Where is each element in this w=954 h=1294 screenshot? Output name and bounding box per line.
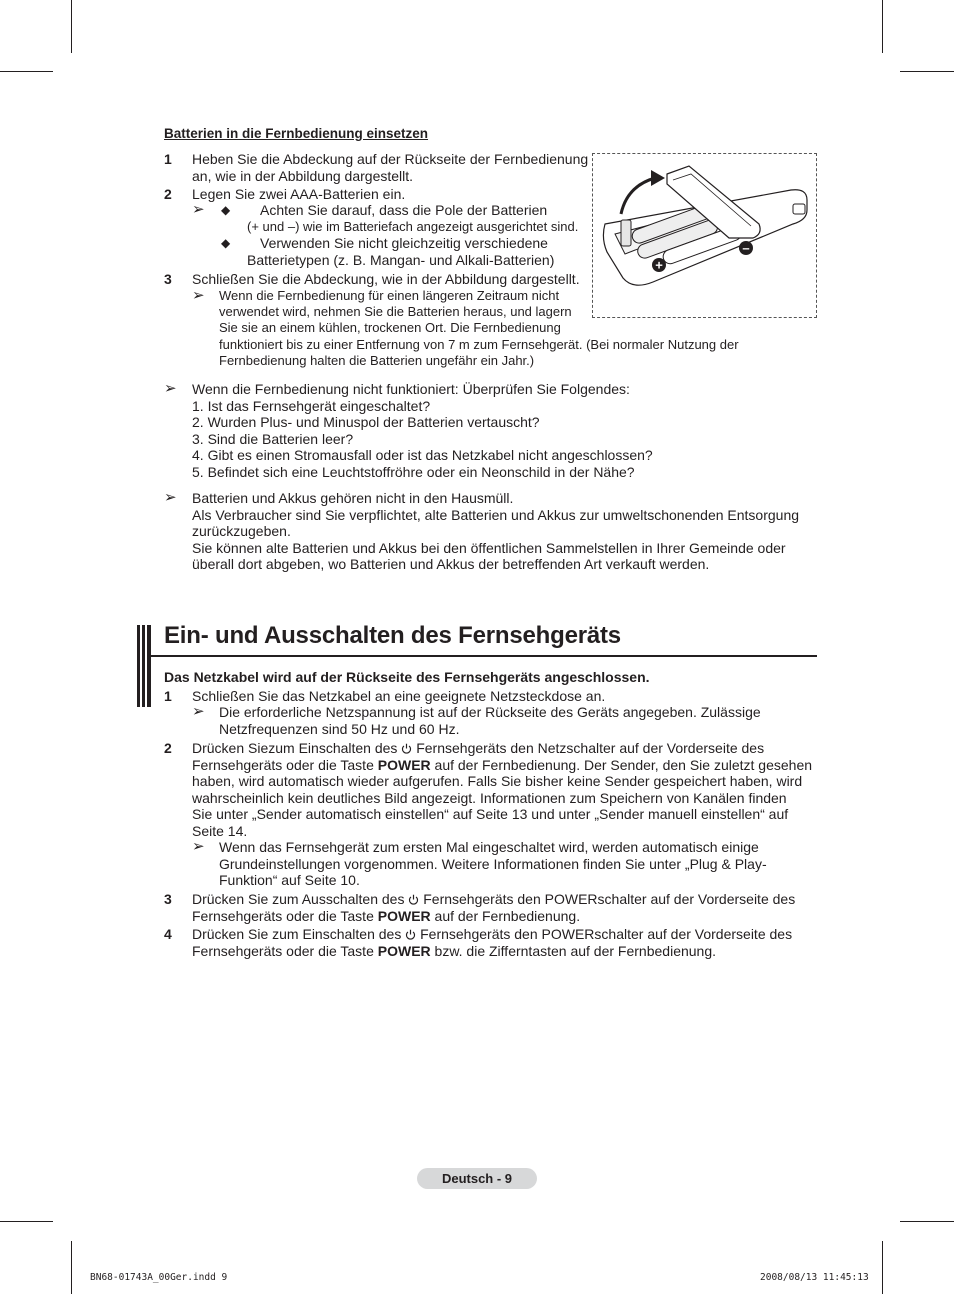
text-line: an, wie in der Abbildung dargestellt. bbox=[192, 167, 414, 184]
power-step-3-text bbox=[192, 891, 795, 924]
bullet-2-text bbox=[247, 235, 554, 268]
text-line: Wenn die Fernbedienung nicht funktioniert: Überprüfen Sie Folgendes: bbox=[192, 381, 630, 397]
note-arrow-icon: ➢ bbox=[164, 489, 177, 506]
bullet-1-text bbox=[247, 202, 578, 235]
heading-bar bbox=[147, 625, 151, 707]
note-arrow-icon: ➢ bbox=[192, 287, 205, 304]
text-line: Sie sie an einem kühlen, trockenen Ort. Die Fernbedienung bbox=[219, 320, 561, 336]
power-step-1-text: Schließen Sie das Netzkabel an eine geeignete Netzsteckdose an. bbox=[192, 688, 606, 704]
text-line: Grundeinstellungen vorgenommen. Weitere Informationen finden Sie unter „Plug & Play- bbox=[219, 855, 767, 872]
text-line bbox=[192, 926, 792, 943]
text-line: funktioniert bis zu einer Entfernung von 7 m zum Fernsehgerät. (Bei normaler Nutzung der bbox=[219, 336, 739, 352]
power-key-label: POWER bbox=[377, 942, 431, 959]
power-icon bbox=[405, 929, 416, 940]
step-number: 1 bbox=[164, 151, 172, 167]
power-icon bbox=[408, 894, 419, 905]
text-span: Fernsehgeräts oder die Taste bbox=[192, 942, 374, 959]
text-line: verwendet wird, nehmen Sie die Batterien heraus, und lagern bbox=[219, 304, 572, 320]
crop-mark bbox=[0, 1221, 53, 1222]
text-span: bzw. die Zifferntasten auf der Fernbedienung. bbox=[434, 942, 717, 959]
power-key-label: POWER bbox=[377, 756, 431, 773]
crop-mark bbox=[71, 0, 72, 53]
section-heading: Ein- und Ausschalten des Fernsehgeräts bbox=[164, 622, 621, 649]
text-line: Verwenden Sie nicht gleichzeitig verschiedene bbox=[260, 235, 548, 251]
text-span: Fernsehgeräts den Netzschalter auf der Vorderseite des bbox=[416, 740, 765, 756]
step-number: 2 bbox=[164, 186, 172, 202]
text-line bbox=[192, 943, 792, 960]
text-line bbox=[192, 891, 795, 908]
text-line bbox=[192, 740, 812, 757]
troubleshoot-note bbox=[192, 381, 653, 480]
print-slug-date: 2008/08/13 11:45:13 bbox=[760, 1272, 869, 1283]
step-2-text: Legen Sie zwei AAA-Batterien ein. bbox=[192, 186, 406, 202]
diamond-bullet-icon: ◆ bbox=[221, 236, 231, 250]
power-step-2-text bbox=[192, 740, 812, 839]
text-span: Drücken Sie zum Ausschalten des bbox=[192, 891, 405, 907]
power-intro: Das Netzkabel wird auf der Rückseite des Fernsehgeräts angeschlossen. bbox=[164, 669, 650, 685]
text-span: Fernsehgeräts den POWERschalter auf der Vorderseite des bbox=[420, 926, 793, 942]
remote-battery-illustration bbox=[592, 153, 817, 318]
power-step-1-note bbox=[219, 704, 761, 737]
note-arrow-icon: ➢ bbox=[192, 838, 205, 855]
text-line: Fernbedienung halten die Batterien ungefähr ein Jahr.) bbox=[219, 352, 535, 368]
text-line: Die erforderliche Netzspannung ist auf der Rückseite des Geräts angegeben. Zulässige bbox=[219, 704, 761, 720]
note-arrow-icon: ➢ bbox=[192, 703, 205, 720]
text-line: Funktion“ auf Seite 10. bbox=[219, 872, 360, 888]
crop-mark bbox=[882, 0, 883, 53]
heading-rule bbox=[151, 655, 817, 657]
page-number-badge: Deutsch - 9 bbox=[417, 1168, 537, 1189]
text-line: Achten Sie darauf, dass die Pole der Batterien bbox=[260, 202, 548, 218]
text-span: Drücken Siezum Einschalten des bbox=[192, 740, 398, 756]
text-line bbox=[192, 908, 795, 925]
minus-pole-icon: – bbox=[742, 240, 750, 256]
text-span: Drücken Sie zum Einschalten des bbox=[192, 926, 402, 942]
step-3-text: Schließen Sie die Abdeckung, wie in der Abbildung dargestellt. bbox=[192, 271, 580, 287]
remote-drawing bbox=[593, 154, 816, 317]
step-1-text bbox=[192, 151, 588, 184]
step-number: 2 bbox=[164, 740, 172, 756]
text-span: Fernsehgeräts oder die Taste bbox=[192, 756, 374, 773]
heading-bar bbox=[137, 625, 140, 707]
diamond-bullet-icon: ◆ bbox=[221, 203, 231, 217]
text-line: 4. Gibt es einen Stromausfall oder ist das Netzkabel nicht angeschlossen? bbox=[192, 447, 653, 463]
text-line: Sie unter „Sender automatisch einstellen“ auf Seite 13 und unter „Sender manuell einstellen“ auf bbox=[192, 806, 789, 822]
text-line: Batterietypen (z. B. Mangan- und Alkali-Batterien) bbox=[247, 251, 555, 268]
text-line: haben, wird automatisch wieder aufgerufen. Falls Sie bisher keine Sender gespeichert haben, wird bbox=[192, 773, 803, 789]
text-line: 1. Ist das Fernsehgerät eingeschaltet? bbox=[192, 397, 431, 414]
text-line: Wenn das Fernsehgerät zum ersten Mal eingeschaltet wird, werden automatisch einige bbox=[219, 839, 759, 855]
power-step-4-text bbox=[192, 926, 792, 959]
step-number: 3 bbox=[164, 271, 172, 287]
text-span: Fernsehgeräts den POWERschalter auf der Vorderseite des bbox=[423, 891, 796, 907]
text-line: Heben Sie die Abdeckung auf der Rückseite der Fernbedienung bbox=[192, 151, 589, 167]
note-arrow-icon: ➢ bbox=[192, 201, 205, 218]
section-title: Batterien in die Fernbedienung einsetzen bbox=[164, 126, 429, 141]
plus-pole-icon: + bbox=[655, 257, 663, 273]
text-line: Sie können alte Batterien und Akkus bei den öffentlichen Sammelstellen in Ihrer Gemeinde oder bbox=[192, 539, 786, 556]
step-number: 4 bbox=[164, 926, 172, 942]
text-line: Wenn die Fernbedienung für einen längeren Zeitraum nicht bbox=[219, 288, 560, 303]
text-line: wahrscheinlich kein deutliches Bild angezeigt. Informationen zum Speichern von Kanälen finden bbox=[192, 789, 787, 806]
heading-bar bbox=[142, 625, 145, 707]
text-span: Fernsehgeräts oder die Taste bbox=[192, 907, 374, 924]
crop-mark bbox=[0, 71, 53, 72]
text-line: Batterien und Akkus gehören nicht in den Hausmüll. bbox=[192, 490, 514, 506]
crop-mark bbox=[900, 1221, 954, 1222]
crop-mark bbox=[882, 1241, 883, 1294]
step-number: 3 bbox=[164, 891, 172, 907]
text-line: 5. Befindet sich eine Leuchtstoffröhre oder ein Neonschild in der Nähe? bbox=[192, 463, 635, 480]
power-step-2-note bbox=[219, 839, 767, 889]
note-arrow-icon: ➢ bbox=[164, 380, 177, 397]
text-line: Als Verbraucher sind Sie verpflichtet, alte Batterien und Akkus zur umweltschonenden Entsorgung bbox=[192, 506, 800, 523]
text-line: überall dort abgeben, wo Batterien und Akkus der betreffenden Art verkauft werden. bbox=[192, 556, 710, 572]
text-line bbox=[192, 757, 812, 774]
text-line: zurückzugeben. bbox=[192, 523, 291, 539]
text-line: Seite 14. bbox=[192, 822, 248, 839]
disposal-note bbox=[192, 490, 799, 573]
crop-mark bbox=[900, 71, 954, 72]
text-line: Netzfrequenzen sind 50 Hz und 60 Hz. bbox=[219, 720, 460, 737]
text-span: auf der Fernbedienung. bbox=[434, 907, 581, 924]
power-key-label: POWER bbox=[377, 907, 431, 924]
crop-mark bbox=[71, 1241, 72, 1294]
step-number: 1 bbox=[164, 688, 172, 704]
text-line: 2. Wurden Plus- und Minuspol der Batterien vertauscht? bbox=[192, 414, 540, 430]
print-slug-file: BN68-01743A_00Ger.indd 9 bbox=[90, 1272, 228, 1283]
text-span: auf der Fernbedienung. Der Sender, den Sie zuletzt gesehen bbox=[434, 756, 813, 773]
text-line: (+ und –) wie im Batteriefach angezeigt ausgerichtet sind. bbox=[247, 218, 579, 234]
power-icon bbox=[401, 743, 412, 754]
text-line: 3. Sind die Batterien leer? bbox=[192, 430, 354, 447]
